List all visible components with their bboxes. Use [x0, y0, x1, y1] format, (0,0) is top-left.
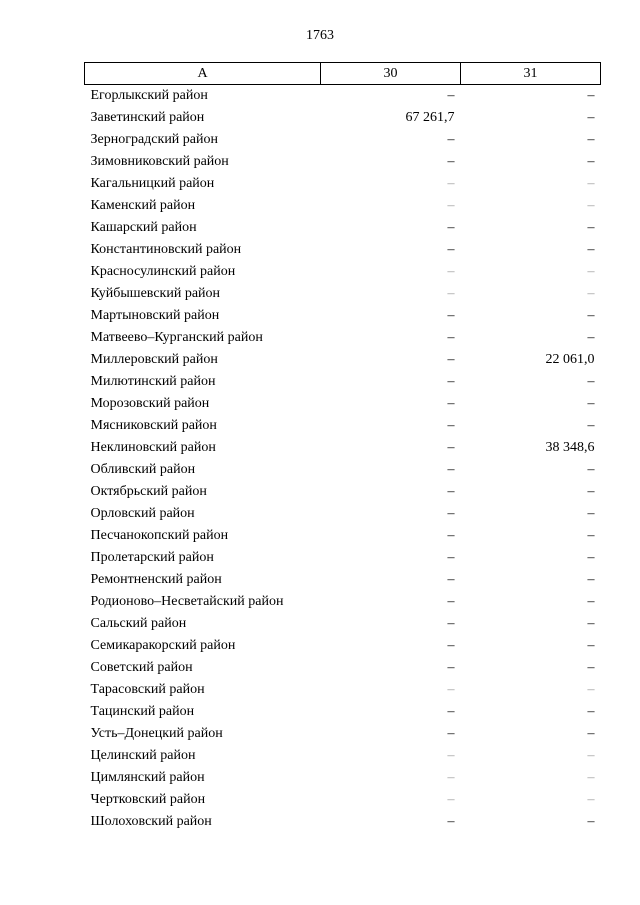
table-row — [85, 371, 601, 393]
district-name: Матвеево–Курганский район — [90, 330, 263, 345]
table-row — [85, 305, 601, 327]
value-column-31: 22 061,0 — [545, 352, 595, 367]
district-name: Каменский район — [90, 198, 196, 213]
value-column-30: – — [447, 242, 455, 257]
value-column-30: – — [447, 440, 455, 455]
value-column-31: – — [587, 396, 595, 411]
district-name: Тацинский район — [90, 704, 195, 719]
district-name: Зерноградский район — [90, 132, 218, 147]
district-name: Егорлыкский район — [90, 88, 208, 103]
table-row — [85, 481, 601, 503]
district-name: Неклиновский район — [90, 440, 216, 455]
district-name: Милютинский район — [90, 374, 216, 389]
table-row — [85, 701, 601, 723]
table-row — [85, 635, 601, 657]
district-name: Куйбышевский район — [90, 286, 221, 301]
header-column-a: А — [85, 63, 321, 85]
table-row — [85, 327, 601, 349]
value-column-31: – — [587, 110, 595, 125]
district-name: Орловский район — [90, 506, 195, 521]
value-column-30: – — [447, 638, 455, 653]
district-name: Целинский район — [90, 748, 196, 763]
district-name: Кагальницкий район — [90, 176, 215, 191]
header-column-31: 31 — [461, 63, 601, 85]
table-row — [85, 723, 601, 745]
value-column-30: – — [447, 220, 455, 235]
district-name: Ремонтненский район — [90, 572, 222, 587]
value-column-31: – — [587, 616, 595, 631]
district-name: Советский район — [90, 660, 193, 675]
value-column-31: – — [587, 550, 595, 565]
value-column-31: – — [587, 132, 595, 147]
table-row — [85, 547, 601, 569]
table-row — [85, 261, 601, 283]
value-column-30: – — [447, 132, 455, 147]
value-column-30: – — [447, 176, 455, 191]
table-row — [85, 811, 601, 833]
value-column-30: – — [447, 264, 455, 279]
table-row — [85, 129, 601, 151]
district-name: Кашарский район — [90, 220, 197, 235]
district-name: Заветинский район — [90, 110, 205, 125]
value-column-31: – — [587, 814, 595, 829]
value-column-30: – — [447, 374, 455, 389]
header-row — [85, 63, 601, 85]
district-name: Морозовский район — [90, 396, 210, 411]
table-row — [85, 195, 601, 217]
value-column-30: – — [447, 88, 455, 103]
value-column-30: – — [447, 396, 455, 411]
district-name: Родионово–Несветайский район — [90, 594, 284, 609]
table-row — [85, 151, 601, 173]
table-row — [85, 745, 601, 767]
value-column-30: – — [447, 352, 455, 367]
table-row — [85, 569, 601, 591]
value-column-30: – — [447, 572, 455, 587]
value-column-31: – — [587, 506, 595, 521]
value-column-31: – — [587, 528, 595, 543]
table-row — [85, 393, 601, 415]
value-column-31: – — [587, 484, 595, 499]
district-name: Тарасовский район — [90, 682, 205, 697]
value-column-31: – — [587, 682, 595, 697]
value-column-31: – — [587, 748, 595, 763]
value-column-30: – — [447, 726, 455, 741]
value-column-31: – — [587, 242, 595, 257]
budget-table-container — [84, 62, 600, 833]
value-column-30: – — [447, 286, 455, 301]
value-column-31: – — [587, 726, 595, 741]
value-column-31: – — [587, 462, 595, 477]
table-row — [85, 173, 601, 195]
table-row — [85, 767, 601, 789]
value-column-31: – — [587, 704, 595, 719]
value-column-30: – — [447, 770, 455, 785]
table-row — [85, 437, 601, 459]
value-column-31: – — [587, 154, 595, 169]
value-column-30: – — [447, 704, 455, 719]
table-row — [85, 415, 601, 437]
value-column-30: – — [447, 506, 455, 521]
table-row — [85, 525, 601, 547]
header-column-30: 30 — [321, 63, 461, 85]
district-name: Цимлянский район — [90, 770, 205, 785]
table-row — [85, 283, 601, 305]
value-column-30: – — [447, 154, 455, 169]
table-row — [85, 85, 601, 108]
district-name: Шолоховский район — [90, 814, 212, 829]
district-name: Красносулинский район — [90, 264, 236, 279]
value-column-31: – — [587, 770, 595, 785]
district-name: Песчанокопский район — [90, 528, 229, 543]
value-column-31: – — [587, 286, 595, 301]
table-row — [85, 789, 601, 811]
value-column-31: – — [587, 264, 595, 279]
district-name: Пролетарский район — [90, 550, 214, 565]
value-column-30: – — [447, 330, 455, 345]
value-column-30: 67 261,7 — [405, 110, 455, 125]
district-name: Усть–Донецкий район — [90, 726, 223, 741]
table-row — [85, 657, 601, 679]
value-column-30: – — [447, 528, 455, 543]
value-column-30: – — [447, 682, 455, 697]
value-column-30: – — [447, 616, 455, 631]
value-column-31: – — [587, 374, 595, 389]
district-name: Обливский район — [90, 462, 196, 477]
value-column-31: – — [587, 594, 595, 609]
district-name: Мартыновский район — [90, 308, 220, 323]
table-body — [85, 85, 601, 834]
district-name: Сальский район — [90, 616, 187, 631]
value-column-31: – — [587, 198, 595, 213]
district-name: Зимовниковский район — [90, 154, 229, 169]
value-column-30: – — [447, 198, 455, 213]
district-name: Октябрьский район — [90, 484, 207, 499]
value-column-31: – — [587, 330, 595, 345]
value-column-30: – — [447, 418, 455, 433]
table-row — [85, 503, 601, 525]
value-column-30: – — [447, 484, 455, 499]
value-column-31: – — [587, 638, 595, 653]
table-row — [85, 679, 601, 701]
value-column-31: – — [587, 792, 595, 807]
table-row — [85, 107, 601, 129]
value-column-30: – — [447, 308, 455, 323]
value-column-31: – — [587, 418, 595, 433]
value-column-31: – — [587, 572, 595, 587]
value-column-31: – — [587, 660, 595, 675]
district-name: Чертковский район — [90, 792, 206, 807]
value-column-30: – — [447, 748, 455, 763]
district-name: Миллеровский район — [90, 352, 218, 367]
value-column-30: – — [447, 660, 455, 675]
value-column-31: 38 348,6 — [545, 440, 595, 455]
table-row — [85, 459, 601, 481]
value-column-31: – — [587, 176, 595, 191]
district-name: Константиновский район — [90, 242, 242, 257]
value-column-30: – — [447, 792, 455, 807]
value-column-31: – — [587, 220, 595, 235]
district-name: Семикаракорский район — [90, 638, 236, 653]
value-column-30: – — [447, 462, 455, 477]
page-number: 1763 — [306, 28, 334, 43]
value-column-30: – — [447, 550, 455, 565]
table-row — [85, 217, 601, 239]
district-name: Мясниковский район — [90, 418, 217, 433]
value-column-31: – — [587, 308, 595, 323]
table-row — [85, 613, 601, 635]
table-row — [85, 349, 601, 371]
table-row — [85, 239, 601, 261]
value-column-31: – — [587, 88, 595, 103]
table-row — [85, 591, 601, 613]
table-header — [85, 63, 601, 85]
value-column-30: – — [447, 594, 455, 609]
budget-table — [84, 62, 601, 833]
value-column-30: – — [447, 814, 455, 829]
